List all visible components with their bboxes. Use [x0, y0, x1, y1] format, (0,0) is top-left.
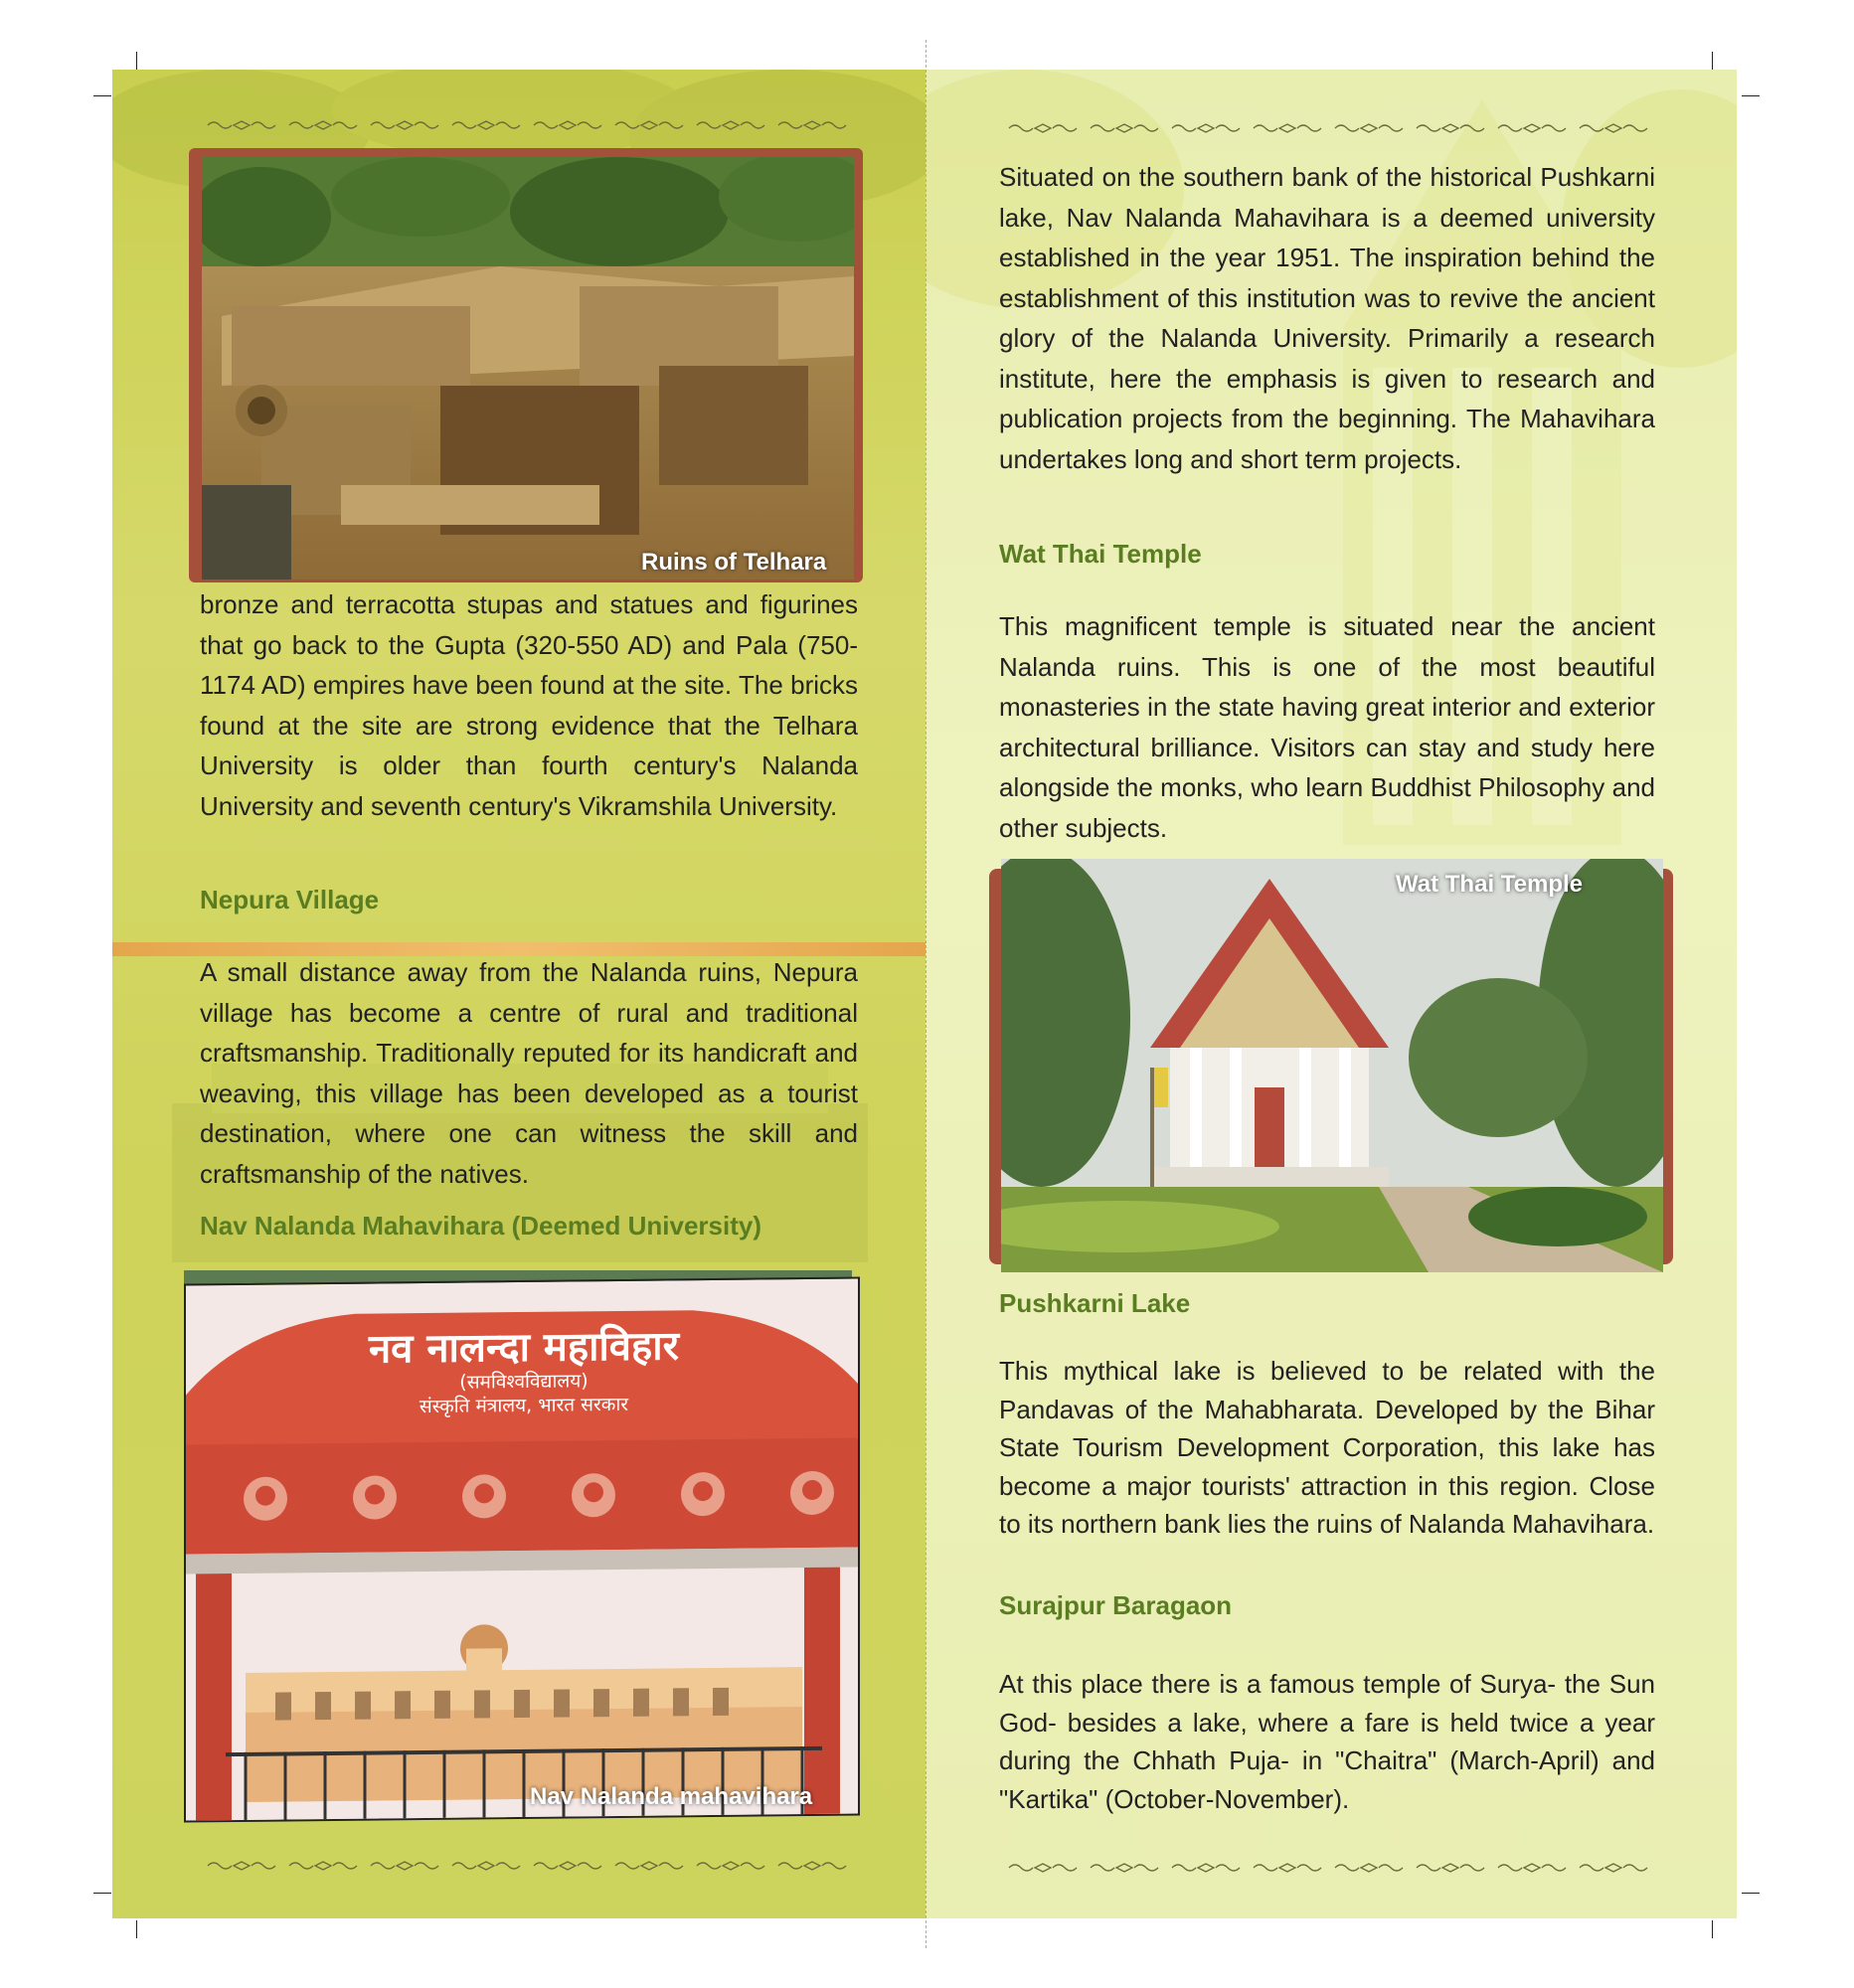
photo-wat-thai-temple: [1001, 859, 1663, 1272]
heading-wat-thai-temple: Wat Thai Temple: [999, 539, 1202, 569]
crop-mark-top-right-v: [1712, 52, 1713, 70]
left-page: [112, 70, 926, 1918]
crop-mark-bottom-right-h: [1742, 1893, 1760, 1894]
pushkarni-paragraph: This mythical lake is believed to be related with the Pandavas of the Mahabharata. Developed by the Bihar State Tourism Development Corporation, this lake has become a major tourists' attraction in this region. Close to its northern bank lies the ruins of Nalanda Mahavihara.: [999, 1356, 1655, 1539]
gate-sign-line2: (समविश्वविद्यालय): [459, 1370, 589, 1394]
bottom-ornament-divider-right: [1005, 1861, 1651, 1875]
heading-nepura-village: Nepura Village: [200, 885, 380, 914]
photo-caption-nav-nalanda: Nav Nalanda mahavihara: [530, 1783, 813, 1810]
crop-mark-bottom-left-h: [93, 1893, 111, 1894]
crop-mark-bottom-right-v: [1712, 1920, 1713, 1938]
photo-caption-telhara: Ruins of Telhara: [641, 549, 827, 576]
heading-pushkarni-lake: Pushkarni Lake: [999, 1288, 1191, 1318]
crop-mark-top-left-v: [136, 52, 137, 70]
photo-ruins-of-telhara: [202, 157, 854, 580]
telhara-paragraph: bronze and terracotta stupas and statues and figurines that go back to the Gupta (320-550 AD) and Pala (750-1174 AD) empires have been found at the site. The bricks found at the site are strong evidence that the Telhara University is older than fourth century's Nalanda University and seventh century's Vikramshila University.: [200, 589, 858, 821]
heading-surajpur-baragaon: Surajpur Baragaon: [999, 1590, 1233, 1620]
surajpur-paragraph: At this place there is a famous temple of Surya- the Sun God- besides a lake, where a fare is held twice a year during the Chhath Puja- in "Chaitra" (March-April) and "Kartika" (October-November).: [999, 1669, 1655, 1814]
photo-caption-wat-thai: Wat Thai Temple: [1396, 871, 1584, 898]
nepura-paragraph: A small distance away from the Nalanda ruins, Nepura village has become a centre of rural and traditional craftsmanship. Traditionally reputed for its handicraft and weaving, this village has been developed as a tourist destination, where one can witness the skill and craftsmanship of the natives.: [200, 957, 858, 1189]
wat-thai-paragraph: This magnificent temple is situated near the ancient Nalanda ruins. This is one of the most beautiful monasteries in the state having great interior and exterior architectural brilliance. Visitors can stay and study here alongside the monks, who learn Buddhist Philosophy and other subjects.: [999, 611, 1655, 843]
gate-sign-line1: नव नालन्दा महाविहार: [368, 1323, 679, 1373]
right-page: [926, 70, 1737, 1918]
center-fold-line: [926, 40, 927, 1948]
top-ornament-divider: [204, 118, 850, 132]
heading-nav-nalanda: Nav Nalanda Mahavihara (Deemed University): [200, 1211, 761, 1241]
nav-nalanda-intro-paragraph: Situated on the southern bank of the historical Pushkarni lake, Nav Nalanda Mahavihara is a deemed university established in the year 1951. The inspiration behind the establishment of this institution was to revive the ancient glory of the Nalanda University. Primarily a research institute, here the emphasis is given to research and publication projects from the beginning. The Mahavihara undertakes long and short term projects.: [999, 162, 1655, 474]
excavation-ruins-image-icon: [202, 157, 854, 580]
top-ornament-divider-right: [1005, 121, 1651, 135]
crop-mark-top-left-h: [93, 95, 111, 96]
crop-mark-bottom-left-v: [136, 1920, 137, 1938]
photo-nav-nalanda-mahavihara: [184, 1276, 860, 1822]
gate-sign-line3: संस्कृति मंत्रालय, भारत सरकार: [419, 1393, 629, 1418]
crop-mark-top-right-h: [1742, 95, 1760, 96]
wat-thai-temple-image-icon: [1001, 859, 1663, 1272]
bottom-ornament-divider: [204, 1859, 850, 1873]
